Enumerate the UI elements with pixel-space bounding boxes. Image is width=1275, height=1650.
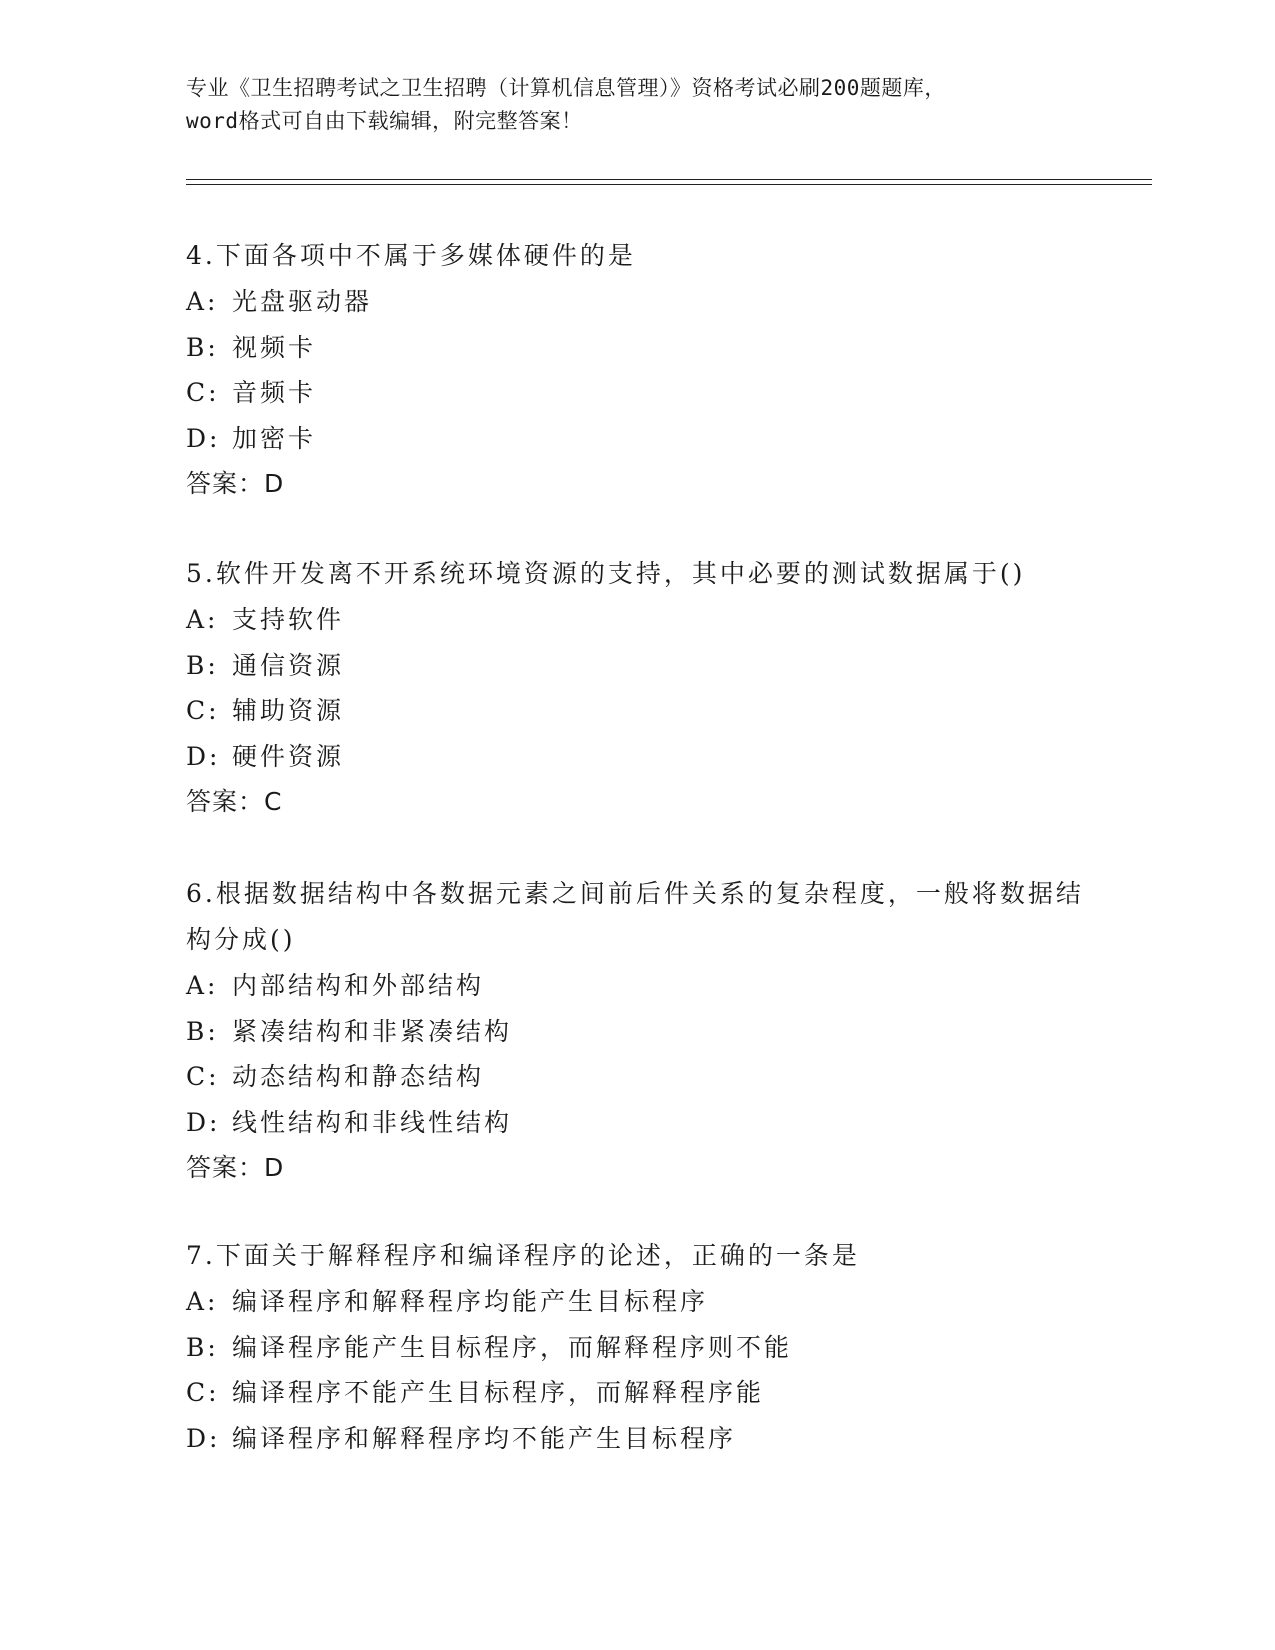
option-letter: B: — [186, 1016, 219, 1046]
option-text: 紧凑结构和非紧凑结构 — [232, 1016, 513, 1046]
option-b — [186, 325, 1086, 371]
option-text: 辅助资源 — [232, 696, 345, 725]
document-header — [186, 72, 1086, 138]
option-c — [186, 1054, 1086, 1100]
option-letter: A: — [186, 605, 219, 634]
option-letter: D: — [186, 1107, 221, 1137]
option-d — [186, 734, 1086, 780]
option-letter: D: — [186, 1423, 221, 1453]
option-letter: C: — [186, 1378, 220, 1407]
option-c — [186, 1370, 1086, 1416]
option-text: 光盘驱动器 — [232, 287, 373, 316]
option-text: 支持软件 — [232, 605, 345, 634]
question-6 — [186, 871, 1086, 1191]
option-b — [186, 1325, 1086, 1371]
header-title-line-2: word格式可自由下载编辑，附完整答案！ — [186, 109, 583, 133]
option-b — [186, 1009, 1086, 1055]
answer-label: 答案：D — [186, 1153, 285, 1182]
option-d — [186, 416, 1086, 462]
option-c — [186, 688, 1086, 734]
option-b — [186, 643, 1086, 689]
option-text: 加密卡 — [232, 423, 317, 453]
header-divider-top — [186, 179, 1152, 180]
option-text: 通信资源 — [232, 650, 345, 680]
question-stem: 7.下面关于解释程序和编译程序的论述，正确的一条是 — [186, 1241, 860, 1270]
option-letter: B: — [186, 650, 219, 680]
option-letter: C: — [186, 378, 220, 407]
option-text: 编译程序和解释程序均能产生目标程序 — [232, 1287, 709, 1316]
option-letter: A: — [186, 1287, 219, 1316]
option-letter: D: — [186, 423, 221, 453]
question-7 — [186, 1233, 1086, 1461]
question-stem: 5.软件开发离不开系统环境资源的支持，其中必要的测试数据属于() — [186, 559, 1026, 588]
option-letter: A: — [186, 971, 219, 1000]
question-stem: 4.下面各项中不属于多媒体硬件的是 — [186, 241, 636, 270]
answer-label: 答案：D — [186, 469, 285, 498]
option-text: 编译程序和解释程序均不能产生目标程序 — [232, 1423, 737, 1453]
option-letter: C: — [186, 696, 220, 725]
option-letter: C: — [186, 1062, 220, 1091]
option-text: 编译程序能产生目标程序，而解释程序则不能 — [232, 1332, 793, 1362]
option-letter: A: — [186, 287, 219, 316]
option-a — [186, 1279, 1086, 1325]
question-stem: 6.根据数据结构中各数据元素之间前后件关系的复杂程度，一般将数据结构分成() — [186, 879, 1084, 954]
option-c — [186, 370, 1086, 416]
option-text: 音频卡 — [232, 378, 317, 407]
header-divider-bottom — [186, 184, 1152, 185]
option-text: 编译程序不能产生目标程序，而解释程序能 — [232, 1378, 765, 1407]
option-a — [186, 597, 1086, 643]
option-text: 内部结构和外部结构 — [232, 971, 485, 1000]
option-text: 动态结构和静态结构 — [232, 1062, 485, 1091]
option-text: 硬件资源 — [232, 741, 345, 771]
option-d — [186, 1100, 1086, 1146]
question-5 — [186, 551, 1086, 825]
option-letter: B: — [186, 332, 219, 362]
question-4 — [186, 233, 1086, 507]
option-a — [186, 963, 1086, 1009]
option-d — [186, 1416, 1086, 1462]
option-text: 视频卡 — [232, 332, 317, 362]
header-title-line-1: 专业《卫生招聘考试之卫生招聘（计算机信息管理）》资格考试必刷200题题库， — [186, 76, 946, 100]
option-letter: B: — [186, 1332, 219, 1362]
option-letter: D: — [186, 741, 221, 771]
answer-label: 答案：C — [186, 787, 283, 816]
option-a — [186, 279, 1086, 325]
option-text: 线性结构和非线性结构 — [232, 1107, 513, 1137]
